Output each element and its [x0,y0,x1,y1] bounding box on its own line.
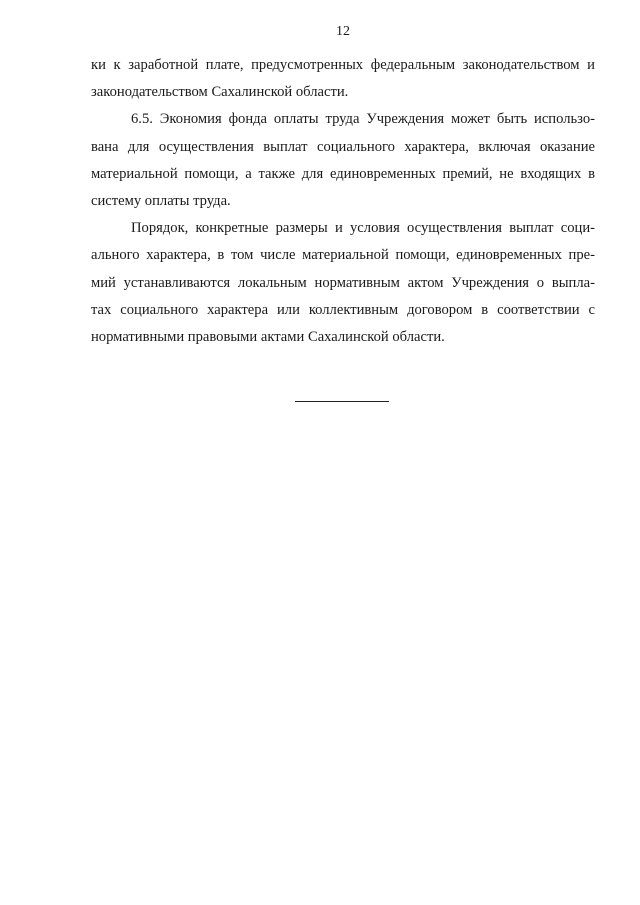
end-divider-line [295,401,389,402]
page-number: 12 [336,24,350,39]
paragraph-continuation [91,52,595,106]
text-line: ки к заработной плате, предусмотренных федеральным законодательством и [91,57,595,73]
text-line: законодательством Сахалинской области. [91,84,349,101]
text-line: 6.5. Экономия фонда оплаты труда Учреждения может быть использо- [131,111,595,128]
text-line: систему оплаты труда. [91,192,231,209]
paragraph-6-5 [91,106,595,215]
text-line: ального характера, в том числе материальной помощи, единовременных пре- [91,247,595,264]
text-line: Порядок, конкретные размеры и условия осуществления выплат соци- [131,220,595,237]
text-line: тах социального характера или коллективным договором в соответствии с [91,301,595,318]
text-line: мий устанавливаются локальным нормативным актом Учреждения о выпла- [91,274,595,291]
text-line: нормативными правовыми актами Сахалинской области. [91,328,445,345]
text-line: вана для осуществления выплат социального характера, включая оказание [91,138,595,155]
document-body [91,52,595,351]
paragraph-procedure [91,215,595,351]
text-line: материальной помощи, а также для единовременных премий, не входящих в [91,165,595,182]
